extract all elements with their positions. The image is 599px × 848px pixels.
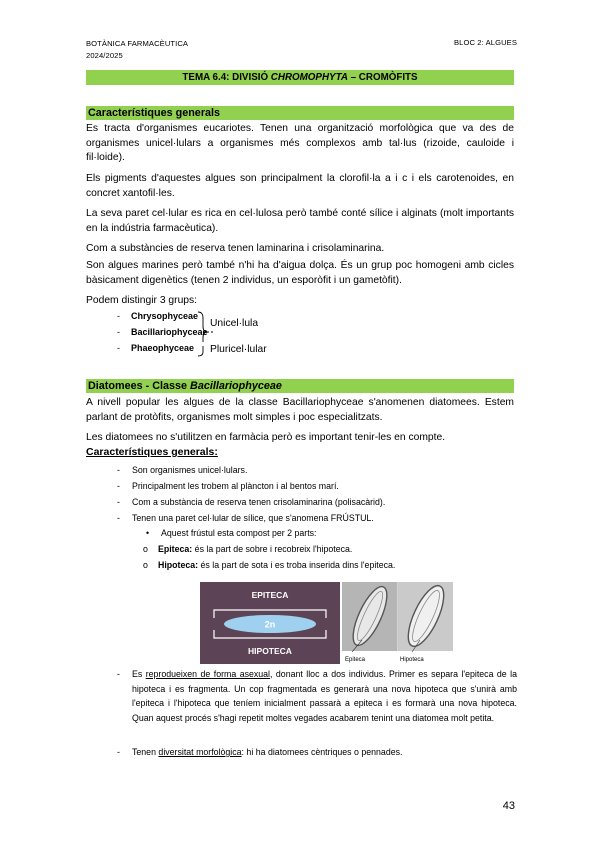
section-heading-general: Característiques generals [86,106,514,120]
page-title: TEMA 6.4: DIVISIÓ CHROMOPHYTA – CROMÒFITS [86,70,514,85]
bullet-item-reproduction: - Es reprodueixen de forma asexual, donant lloc a dos individus. Primer es separa l'epiteca de la hipoteca i es fragmenta. Un cop fragmentada es generarà una nova hipoteca que s'unirà amb l'epiteca i l'hipoteca que teníem inicialment passarà a epiteca i es formarà una nova hipoteca. Quan aquest procés s'hagi repetit moltes vegades acabarem tenint una diatomea molt petita. [117,669,517,723]
section-heading-diatoms: Diatomees - Classe Bacillariophyceae [86,379,514,393]
frustule-figure [200,582,453,668]
diagram-2n-label: 2n [264,619,276,630]
paragraph: La seva paret cel·lular es rica en cel·lulosa però també conté sílice i alginats (molt importants en la indústria farmacèutica). [86,208,514,234]
academic-year: 2024/2025 [86,51,123,60]
course-name: BOTÀNICA FARMACÈUTICA [86,39,189,48]
sub-bullet: • Aquest frústul esta compost per 2 parts: [146,528,317,538]
sub-bullet-hipoteca: o Hipoteca: és la part de sota i es troba inserida dins l'epiteca. [143,560,396,570]
paragraph: Com a substàncies de reserva tenen laminarina i crisolaminarina. [86,243,385,254]
paragraph: Els pigments d'aquestes algues son principalment la clorofil·la a i c i els carotenoides, en concret xantofil·les. [86,173,514,199]
paragraph: Es tracta d'organismes eucariotes. Tenen una organització morfològica que va des de organismes unicel·lulars a organismes més complexos amb tal·lus (rizoide, cauloide i fil·loide). [86,123,514,163]
document-page: BOTÀNICA FARMACÈUTICA 2024/2025 BLOC 2: ALGUES TEMA 6.4: DIVISIÓ CHROMOPHYTA – CROMÒFITS Característiques generals Es tracta d'organismes eucariotes. Tenen una organització morfològica que va des de organismes unicel·lulars a organismes més complexos amb tal·lus (rizoide, cauloide i fil·loide). Els pigments d'aquestes algues son principalment la clorofil·la a i c i els carotenoides, en concret xantofil·les. La seva paret cel·lular es rica en cel·lulosa però també conté sílice i alginats (molt importants en la indústria farmacèutica). Com a substàncies de reserva tenen laminarina i crisolaminarina. Son algues marines però també n'hi ha d'aigua dolça. És un grup poc homogeni amb cicles bàsicament digenètics (tenen 2 individus, un esporòfit i un gametòfit). Podem distingir 3 grups: - Chrysophyceae - Bacillariophyceae - Phaeophyceae Unicel·lula Pluricel·lular Diatomees - Classe Bacillariophyceae A nivell popular les algues de la classe Bacillariophyceae s'anomenen diatomees. Estem parlant de protòfits, organismes molt simples i poc especialitzats. Les diatomees no s'utilitzen en farmàcia però es important tenir-les en compte. Característiques generals: - Son organismes unicel·lulars. - Principalment les trobem al plàncton i al bentos marí. - Com a substància de reserva tenen crisolaminarina (polisacàrid). - Tenen una paret cel·lular de sílice, que s'anomena FRÚSTUL. • Aquest frústul esta compost per 2 parts: o Epiteca: és la part de sobre i recobreix l'hipoteca. o Hipoteca: és la part de sota i es troba inserida dins l'epiteca. EPITECA 2n HIPOTECA Epiteca Hipoteca - Es reprodueixen de forma asexual, donant lloc a dos individus. Primer es separa l'epiteca de la hipoteca i es fragmenta. Un cop fragmentada es generarà una nova hipoteca que s'unirà amb l'epiteca i l'hipoteca que teníem inicialment passarà a epiteca i es formarà una nova hipoteca. Quan aquest procés s'hagi repetit moltes vegades acabarem tenint una diatomea molt petita. - Tenen diversitat morfològica: hi ha diatomees cèntriques o pennades. 43 [86,38,517,812]
header-right: BLOC 2: ALGUES [453,38,517,47]
subheading: Característiques generals: [86,446,218,458]
group-item: - Phaeophyceae [117,343,195,353]
label-pluricellular: Pluricel·lular [210,344,267,355]
paragraph: Les diatomees no s'utilitzen en farmàcia però es important tenir-les en compte. [86,432,446,443]
paragraph: Son algues marines però també n'hi ha d'aigua dolça. És un grup poc homogeni amb cicles bàsicament digenètics (tenen 2 individus, un esporòfit i un gametòfit). [86,260,514,286]
photo-epiteca-label: Epiteca [345,657,366,663]
photo-hipoteca-label: Hipoteca [400,657,424,663]
paragraph: Podem distingir 3 grups: [86,295,198,306]
header-left [86,38,188,62]
label-unicellular: Unicel·lula [210,318,259,329]
frustule-diagram [200,582,340,664]
group-item: - Chrysophyceae [117,311,199,321]
diagram-epiteca-label: EPITECA [251,590,289,600]
sub-bullet-epiteca: o Epiteca: és la part de sobre i recobreix l'hipoteca. [143,544,353,554]
diatom-photo [342,582,453,664]
diagram-hipoteca-label: HIPOTECA [248,646,292,656]
paragraph: A nivell popular les algues de la classe Bacillariophyceae s'anomenen diatomees. Estem parlant de protòfits, organismes molt simples i poc especialitzats. [86,397,514,423]
group-item: - Bacillariophyceae [117,327,208,337]
page-number: 43 [502,800,515,812]
